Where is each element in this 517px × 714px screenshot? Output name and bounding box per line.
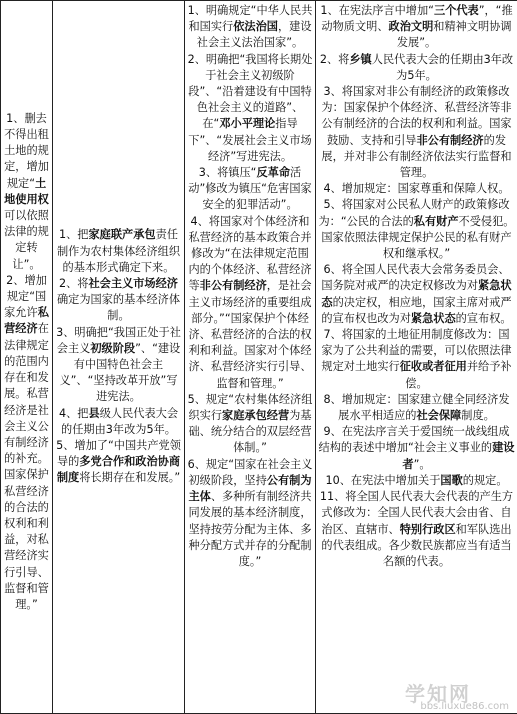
amendment-item xyxy=(318,181,515,197)
amendment-item xyxy=(318,197,515,262)
amendment-item xyxy=(318,424,515,473)
amendment-item xyxy=(187,165,313,214)
amendment-text: 可以依照法律的规定转让”。 xyxy=(4,209,49,271)
amendment-keyword: 家庭承包经营 xyxy=(222,409,290,423)
amendment-keyword: 政治文明 xyxy=(388,20,434,34)
amendment-text: 4、把 xyxy=(58,406,89,420)
amendment-item xyxy=(55,406,182,438)
amendment-text: 2、明确把“我国将长期处于社会主义初级阶段”、“沿着建设有中国特色社会主义的道路”、在“ xyxy=(187,52,313,131)
amendment-text: 5、规定“农村集体经济组织实行 xyxy=(187,392,313,423)
amendment-keyword: 征收或者征用 xyxy=(399,360,467,374)
amendment-text: 和精神文明协调发展”。 xyxy=(396,20,512,50)
amendment-item xyxy=(318,489,515,570)
column-4-cell xyxy=(316,1,517,714)
amendment-keyword: 非公有制经济 xyxy=(199,279,267,293)
amendment-text: 为基础、统分结合的双层经营体制。” xyxy=(188,409,312,455)
amendment-text: 1、删去不得出租土地的规定，增加规定“ xyxy=(4,111,49,190)
amendment-text: 并给予补偿。 xyxy=(405,360,512,390)
amendment-keyword: 依法治国 xyxy=(233,20,278,34)
amendment-keyword: 私营经济 xyxy=(4,306,49,336)
amendment-text: 2、将 xyxy=(58,276,89,290)
amendment-keyword: 非公有制经济 xyxy=(416,133,484,147)
amendment-text: 5、将国家对公民私人财产的政策修改为：“公民的合法的 xyxy=(318,198,510,228)
amendment-keyword: 邓小平理论 xyxy=(219,117,276,131)
watermark-url: bbs.liuxue86.com xyxy=(420,701,509,712)
amendment-item xyxy=(187,214,313,392)
amendment-text: 的决定权，相应地，国家主席对戒严的宣布权也改为对 xyxy=(321,295,512,325)
amendment-keyword: 反革命 xyxy=(256,166,291,180)
amendment-item xyxy=(318,52,515,84)
amendment-item xyxy=(3,273,50,613)
amendment-text: 2、增加规定“国家允许 xyxy=(4,273,47,320)
amendment-text: ”，“推动物质文明、 xyxy=(321,4,513,34)
amendment-text: 将长期存在和发展。” xyxy=(79,471,181,485)
amendment-text: 2、将 xyxy=(319,52,350,66)
amendment-text: 指导下”、“发展社会主义市场经济”写进宪法。 xyxy=(188,117,312,163)
amendment-text: 、多种所有制经济共同发展的基本经济制度，坚持按劳分配为主体、多种分配方式并存的分配制度。” xyxy=(188,490,312,568)
amendment-text: ，是社会主义市场经济的重要组成部分。”“国家保护个体经济、私营经济的合法的权利和利益。国家对个体经济、私营经济实行引导、监督和管理。” xyxy=(188,279,312,390)
amendment-item xyxy=(318,84,515,181)
amendment-text: 3、将国家对非公有制经济的政策修改为：国家保护个体经济、私营经济等非公有制经济的合法的权利和利益。国家鼓励、支持和引导 xyxy=(321,85,512,147)
amendment-text: 8、增加规定：国家建立健全同经济发展水平相适应的 xyxy=(323,392,510,423)
amendment-keyword: 建设者 xyxy=(402,441,515,471)
amendment-text: 活动”修改为镇压“危害国家安全的犯罪活动”。 xyxy=(188,166,312,212)
amendment-item xyxy=(55,325,182,406)
amendment-text: 4、增加规定：国家尊重和保障人权。 xyxy=(323,182,510,196)
amendment-text: 9、在宪法序言关于爱国统一战线组成结构的表述中增加“社会主义事业的 xyxy=(318,425,510,455)
amendment-text: 10、在宪法中增加关于 xyxy=(325,473,441,487)
amendment-text: 1、把 xyxy=(58,228,89,242)
amendment-item xyxy=(55,276,182,325)
amendment-text: ”、“建设有中国特色社会主义”、“坚持改革开放”写进宪法。 xyxy=(59,341,181,404)
amendment-keyword: 紧急状态 xyxy=(410,311,456,325)
amendment-item xyxy=(187,457,313,570)
amendment-text: 的宣布权。 xyxy=(455,311,512,325)
amendment-text: 制度。 xyxy=(461,409,495,423)
amendment-text: 在法律规定的范围内存在和发展。私营经济是社会主义公有制经济的补充。国家保护私营经济的合法的权利和利益，对私营经济实行引导、监督和管理。” xyxy=(4,322,49,611)
amendment-text: 人民代表大会的任期由3年改为5年。 xyxy=(371,52,514,82)
amendment-text: 1、明确规定“中华人民共和国实行 xyxy=(187,4,313,34)
amendment-text: 3、将镇压“ xyxy=(198,166,257,180)
amendment-keyword: 社会主义市场经济 xyxy=(88,276,178,290)
column-1-cell xyxy=(1,1,53,714)
column-2-cell xyxy=(53,1,185,714)
amendment-keyword: 私有财产 xyxy=(413,214,459,228)
amendment-text: 3、明确把“我国正处于社会主义 xyxy=(56,325,181,355)
amendment-text: 7、将国家的土地征用制度修改为：国家为了公共利益的需要，可以依照法律规定对土地实行 xyxy=(321,328,512,374)
amendment-text: 5、增加了“中国共产党领导的 xyxy=(56,439,181,469)
amendment-item xyxy=(318,327,515,392)
amendment-keyword: 三个代表 xyxy=(433,4,479,17)
amendment-keyword: 乡镇 xyxy=(349,52,372,66)
amendment-item xyxy=(55,438,182,487)
amendment-text: 4、将国家对个体经济和私营经济的基本政策合并修改为“在法律规定范围内的个体经济、私营经济等 xyxy=(188,214,312,293)
amendment-text: 11、将全国人民代表大会代表的产生方式修改为：全国人民代表大会由省、自治区、直辖市、 xyxy=(319,490,514,536)
amendment-keyword: 紧急状态 xyxy=(321,279,512,309)
amendment-keyword: 公有制为主体 xyxy=(188,473,312,504)
amendment-text: 6、规定“国家在社会主义初级阶段，坚持 xyxy=(187,457,313,487)
amendment-item xyxy=(187,52,313,165)
amendment-text: 不受侵犯。国家依照法律规定保护公民的私有财产权和继承权。” xyxy=(321,214,515,261)
amendment-item xyxy=(318,392,515,424)
amendment-text: 级人民代表大会的任期由3年改为5年。 xyxy=(61,406,179,436)
amendment-item xyxy=(318,473,515,489)
amendment-keyword: 社会保障 xyxy=(416,409,462,423)
amendment-text: 确定为国家的基本经济体制。 xyxy=(56,293,181,323)
amendment-text: 责任制作为农村集体经济组织的基本形式确定下来。 xyxy=(56,228,181,274)
column-3-cell xyxy=(185,1,316,714)
amendments-row xyxy=(1,1,517,714)
amendment-text: 6、将全国人民代表大会常务委员会、国务院对戒严的决定权修改为对 xyxy=(321,263,510,293)
amendment-keyword: 县 xyxy=(88,406,100,420)
amendment-keyword: 土地使用权 xyxy=(4,176,49,206)
amendment-keyword: 国歌 xyxy=(440,473,463,487)
amendment-text: 和军队选出的代表组成。各少数民族都应当有适当名额的代表。 xyxy=(321,522,512,568)
amendment-item xyxy=(3,111,50,273)
amendment-text: ”。 xyxy=(413,457,431,471)
amendment-keyword: 家庭联产承包 xyxy=(88,228,156,242)
amendment-text: 的规定。 xyxy=(462,473,508,487)
amendment-item xyxy=(187,3,313,52)
amendment-keyword: 多党合作和政治协商制度 xyxy=(56,455,181,485)
watermark-logo: 学知网 xyxy=(405,682,471,706)
amendment-keyword: 特别行政区 xyxy=(399,522,456,536)
amendment-item xyxy=(187,392,313,457)
amendment-item xyxy=(318,3,515,52)
amendment-item xyxy=(55,227,182,276)
amendment-text: 1、在宪法序言中增加“ xyxy=(320,4,434,17)
amendment-text: 的发展，并对非公有制经济依法实行监督和管理。 xyxy=(321,133,512,180)
amendment-item xyxy=(318,262,515,327)
amendment-text: ，建设社会主义法治国家”。 xyxy=(196,20,312,50)
amendment-keyword: 初级阶段 xyxy=(90,341,136,355)
